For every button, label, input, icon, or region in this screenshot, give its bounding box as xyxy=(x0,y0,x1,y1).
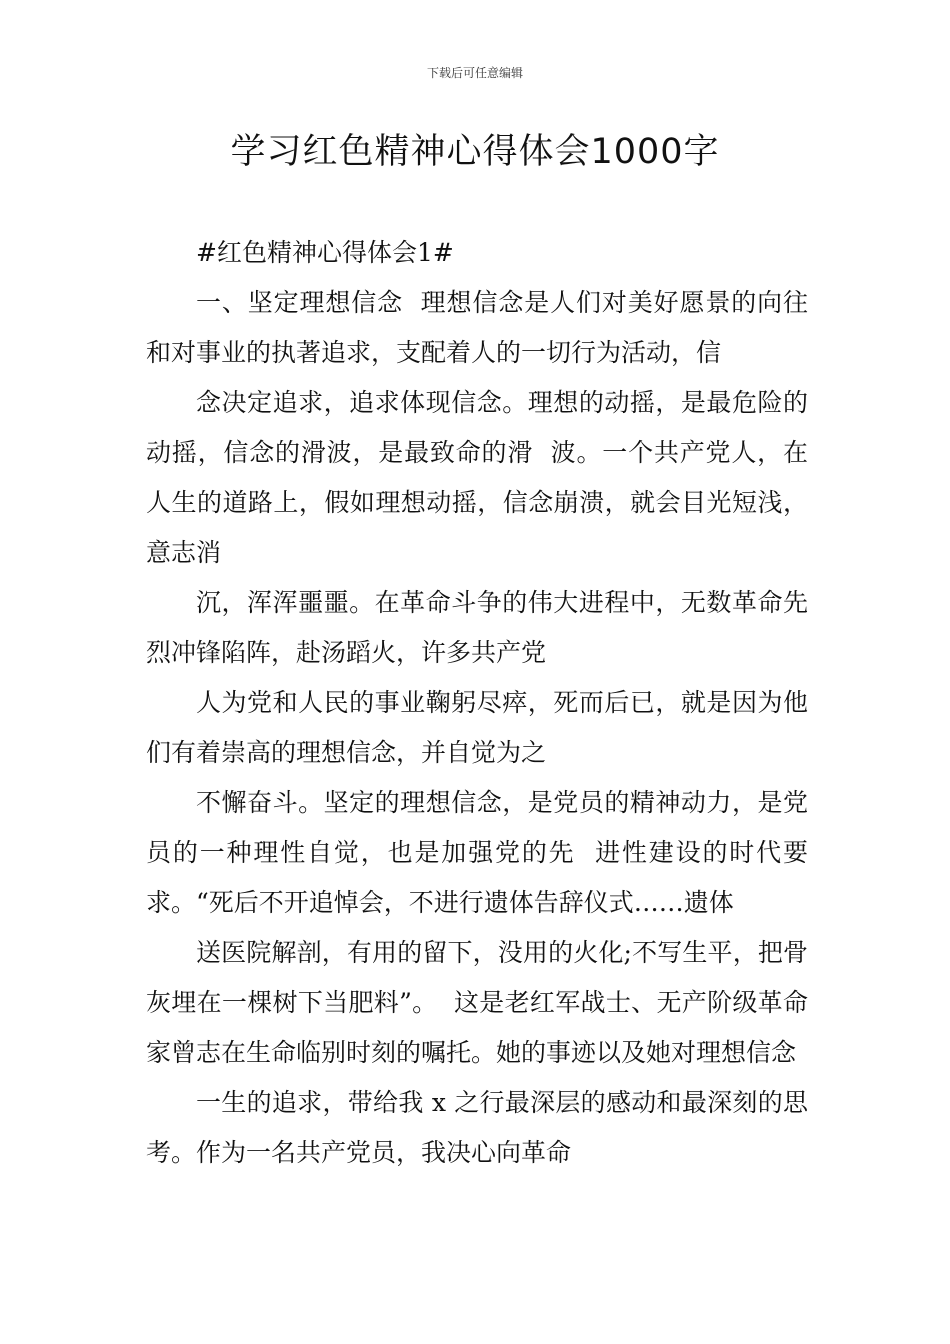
paragraph: 送医院解剖，有用的留下，没用的火化;不写生平，把骨灰埋在一棵树下当肥料”。 这是老红军战士、无产阶级革命家曾志在生命临别时刻的嘱托。她的事迹以及她对理想信念 xyxy=(146,938,808,1067)
paragraph-section-heading: #红色精神心得体会1# xyxy=(196,238,454,267)
document-body xyxy=(146,228,808,1178)
document-title: 学习红色精神心得体会1000字 xyxy=(230,132,720,172)
header-note: 下载后可任意编辑 xyxy=(426,66,523,80)
paragraph: 不懈奋斗。坚定的理想信念，是党员的精神动力，是党员的一种理性自觉，也是加强党的先 进性建设的时代要求。“死后不开追悼会，不进行遗体告辞仪式……遗体 xyxy=(146,788,808,917)
paragraph: 一生的追求，带给我 x 之行最深层的感动和最深刻的思考。作为一名共产党员，我决心向革命 xyxy=(146,1088,808,1167)
paragraph: 一、坚定理想信念 理想信念是人们对美好愿景的向往和对事业的执著追求，支配着人的一切行为活动，信 xyxy=(146,288,808,367)
paragraph: 念决定追求，追求体现信念。理想的动摇，是最危险的动摇，信念的滑波，是最致命的滑 波。一个共产党人，在人生的道路上，假如理想动摇，信念崩溃，就会目光短浅，意志消 xyxy=(146,388,808,567)
paragraph: 人为党和人民的事业鞠躬尽瘁，死而后已，就是因为他们有着崇高的理想信念，并自觉为之 xyxy=(146,688,808,767)
paragraph: 沉，浑浑噩噩。在革命斗争的伟大进程中，无数革命先烈冲锋陷阵，赴汤蹈火，许多共产党 xyxy=(146,588,808,667)
